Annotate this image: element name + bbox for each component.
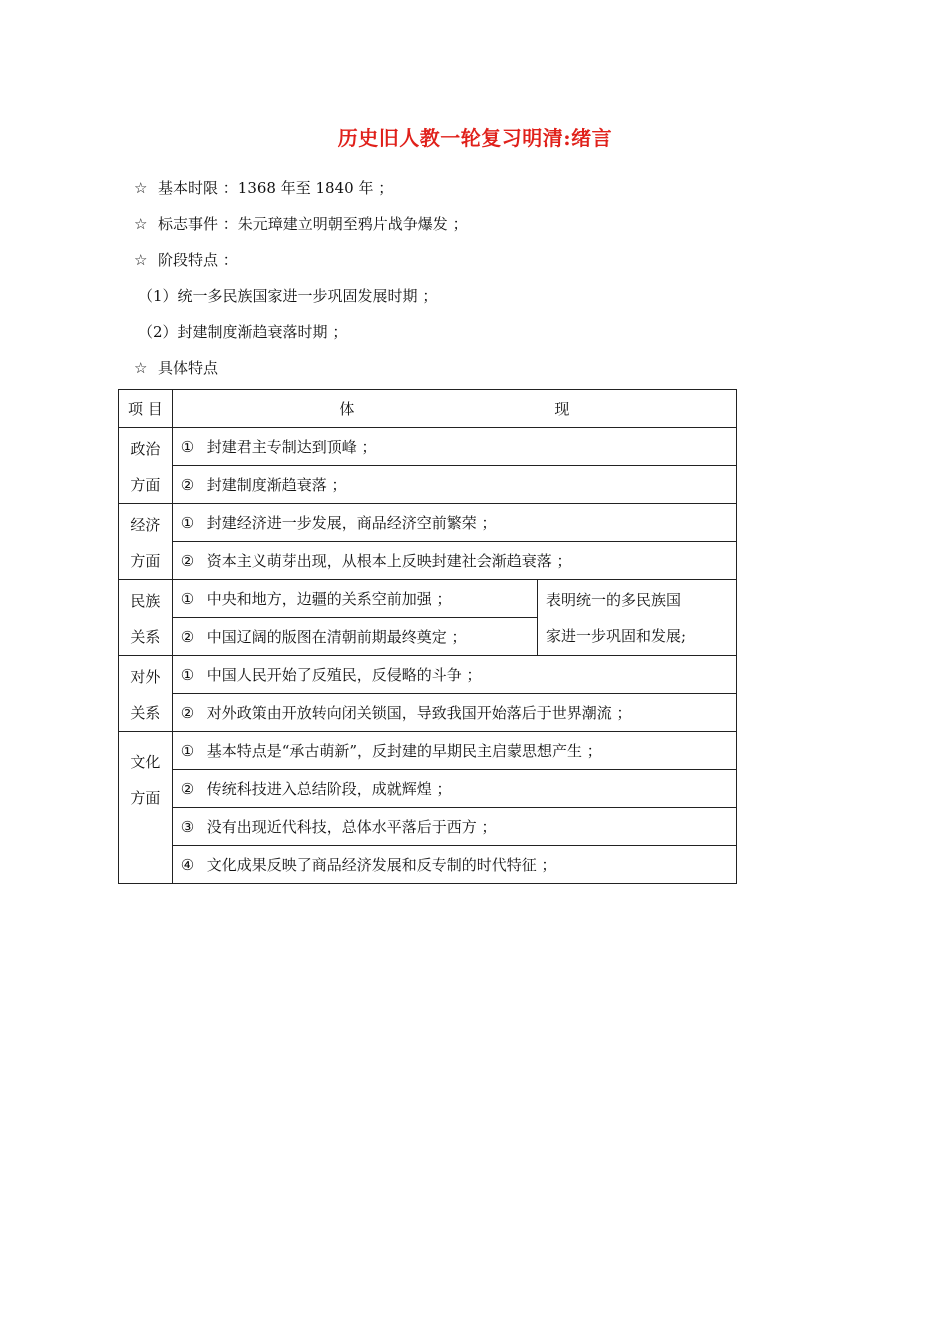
table-row: [119, 846, 737, 884]
table-cell: ① 中央和地方，边疆的关系空前加强 ；: [172, 580, 537, 618]
marker-events-value: ：朱元璋建立明朝至鸦片战争爆发 ；: [222, 215, 468, 233]
table-cell: ② 封建制度渐趋衰落 ；: [172, 466, 736, 504]
star-icon: ☆: [134, 359, 148, 377]
table-cell: ② 资本主义萌芽出现，从根本上反映封建社会渐趋衰落 ；: [172, 542, 736, 580]
category-economy: 经济 方面: [119, 504, 173, 580]
marker-events-label: 标志事件: [158, 215, 219, 233]
marker-events-line: [134, 213, 468, 234]
table-cell: ④ 文化成果反映了商品经济发展和反专制的时代特征 ；: [172, 846, 736, 884]
detail-heading-line: [134, 357, 218, 378]
features-table: [118, 389, 737, 884]
table-row: [119, 542, 737, 580]
stage-item-1: （1）统一多民族国家进一步巩固发展时期 ；: [138, 287, 438, 305]
time-limit-value: ：1368 年至 1840 年 ；: [222, 179, 394, 197]
time-limit-line: [134, 177, 393, 198]
table-cell: ① 封建经济进一步发展，商品经济空前繁荣 ；: [172, 504, 736, 542]
star-icon: ☆: [134, 215, 148, 233]
table-row: [119, 694, 737, 732]
stage-features-line: [134, 249, 238, 270]
table-row: [119, 504, 737, 542]
table-cell: ② 传统科技进入总结阶段，成就辉煌 ；: [172, 770, 736, 808]
header-item-cell: 项 目: [119, 390, 173, 428]
table-row: [119, 770, 737, 808]
table-cell: ③ 没有出现近代科技，总体水平落后于西方 ；: [172, 808, 736, 846]
category-politics: 政治 方面: [119, 428, 173, 504]
stage-features-label: 阶段特点: [158, 251, 219, 269]
category-culture: 文化 方面: [119, 732, 173, 884]
category-foreign: 对外 关系: [119, 656, 173, 732]
document-title: 历史旧人教一轮复习明清:绪言: [337, 126, 613, 150]
ethnic-note-cell: 表明统一的多民族国 家进一步巩固和发展;: [538, 580, 737, 656]
star-icon: ☆: [134, 251, 148, 269]
table-row: [119, 656, 737, 694]
stage-item-2: （2）封建制度渐趋衰落时期 ；: [138, 323, 348, 341]
table-row: [119, 732, 737, 770]
table-row: [119, 580, 737, 618]
header-body-left: 体: [339, 400, 355, 418]
table-cell: ② 中国辽阔的版图在清朝前期最终奠定 ；: [172, 618, 537, 656]
detail-heading-label: 具体特点: [158, 359, 219, 377]
header-body-cell: [172, 390, 736, 428]
table-row: [119, 428, 737, 466]
table-cell: ① 封建君主专制达到顶峰 ；: [172, 428, 736, 466]
table-row: [119, 466, 737, 504]
table-header-row: [119, 390, 737, 428]
table-row: [119, 808, 737, 846]
table-cell: ① 基本特点是“承古萌新”，反封建的早期民主启蒙思想产生 ；: [172, 732, 736, 770]
time-limit-label: 基本时限: [158, 179, 219, 197]
category-ethnic: 民族 关系: [119, 580, 173, 656]
table-cell: ② 对外政策由开放转向闭关锁国，导致我国开始落后于世界潮流 ；: [172, 694, 736, 732]
stage-features-value: ：: [222, 251, 238, 269]
header-body-right: 现: [554, 400, 570, 418]
table-cell: ① 中国人民开始了反殖民，反侵略的斗争 ；: [172, 656, 736, 694]
star-icon: ☆: [134, 179, 148, 197]
